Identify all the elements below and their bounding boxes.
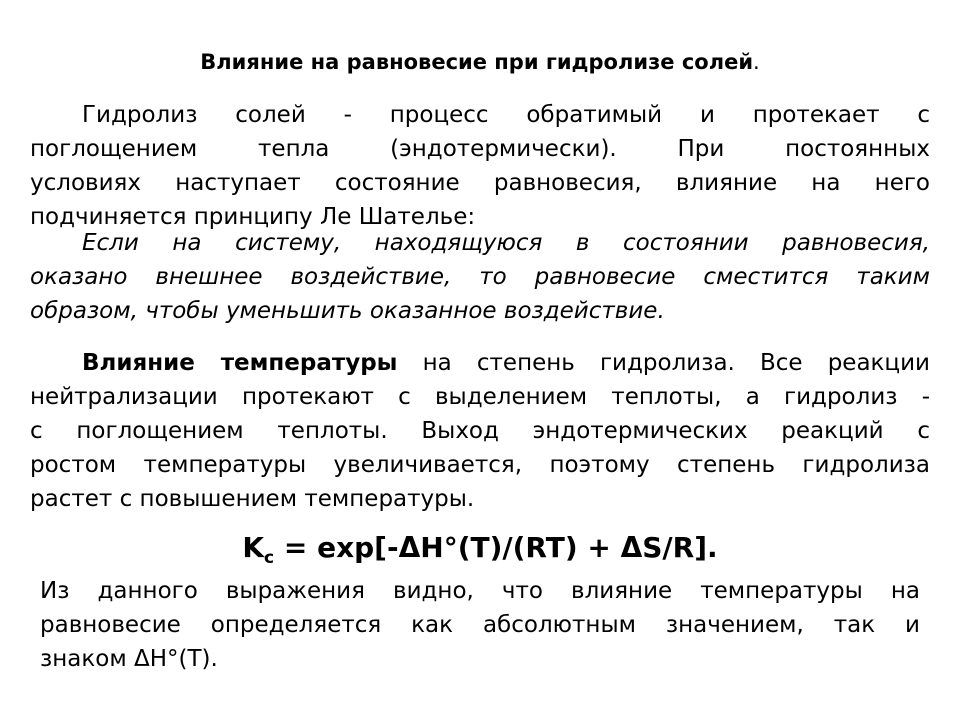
slide-title-text: Влияние на равновесие при гидролизе солей	[200, 50, 754, 74]
paragraph-line: образом, чтобы уменьшить оказанное воздействие.	[30, 298, 665, 324]
paragraph-line: нейтрализации протекают с выделением теплоты, а гидролиз -	[30, 384, 930, 410]
paragraph-line: Из данного выражения видно, что влияние температуры на	[40, 578, 920, 604]
paragraph-line: растет с повышением температуры.	[30, 486, 475, 512]
paragraph-line: ростом температуры увеличивается, поэтому степень гидролиза	[30, 452, 930, 478]
paragraph-line: равновесие определяется как абсолютным значением, так и	[40, 612, 920, 638]
slide-title	[0, 46, 960, 78]
paragraph-line: условиях наступает состояние равновесия, влияние на него	[30, 170, 930, 196]
paragraph-le-chatelier-principle	[30, 226, 930, 328]
slide-title-period: .	[753, 50, 760, 74]
paragraph-temperature-influence	[30, 346, 930, 516]
formula-subscript: c	[264, 548, 275, 568]
paragraph-hydrolysis-intro	[30, 98, 930, 234]
paragraph-line: подчиняется принципу Ле Шателье:	[30, 204, 476, 230]
formula-lhs: K	[242, 531, 265, 564]
paragraph-line-rest: на степень гидролиза. Все реакции	[397, 350, 930, 376]
temperature-influence-heading: Влияние температуры	[82, 350, 398, 376]
paragraph-line	[30, 346, 930, 380]
paragraph-line: оказано внешнее воздействие, то равновесие сместится таким	[30, 264, 930, 290]
paragraph-line: Если на систему, находящуюся в состоянии равновесия,	[82, 230, 930, 256]
paragraph-line: поглощением тепла (эндотермически). При постоянных	[30, 136, 930, 162]
equilibrium-constant-formula	[0, 528, 960, 578]
paragraph-line: Гидролиз солей - процесс обратимый и протекает с	[82, 102, 930, 128]
formula-rhs: = exp[-ΔH°(T)/(RT) + ΔS/R].	[274, 531, 718, 564]
paragraph-formula-conclusion	[40, 574, 920, 676]
paragraph-line: знаком ΔH°(T).	[40, 646, 218, 672]
paragraph-line: с поглощением теплоты. Выход эндотермических реакций с	[30, 418, 930, 444]
